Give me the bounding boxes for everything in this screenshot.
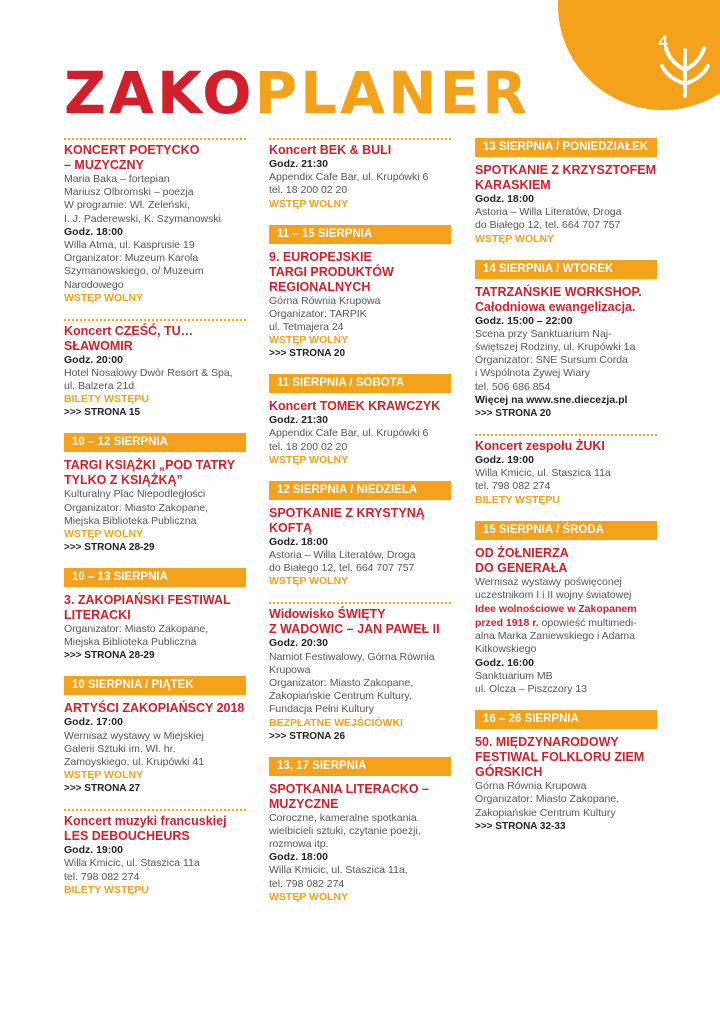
event-place: Appendix Cafe Bar, ul. Krupówki 6 tel. 18 200 02 20 bbox=[269, 427, 429, 453]
event-entry: WSTĘP WOLNY bbox=[64, 528, 144, 541]
event-title: Koncert TOMEK KRAWCZYK bbox=[269, 399, 441, 414]
event-entry: WSTĘP WOLNY bbox=[475, 232, 555, 245]
event-place: Górna Równia Krupowa Organizator: TARPIK ul. Tetmajera 24 bbox=[269, 294, 381, 334]
page-number: 4 bbox=[658, 32, 668, 51]
event-title: SPOTKANIE Z KRYSTYNĄ KOFTĄ bbox=[269, 505, 425, 535]
event-entry: WSTĘP WOLNY bbox=[269, 575, 349, 588]
event-entry: WSTĘP WOLNY bbox=[64, 769, 144, 782]
event-time: Godz. 15:00 – 22:00 bbox=[475, 314, 573, 327]
event-targi-produktow bbox=[269, 250, 451, 361]
date-header: 11 SIERPNIA / SOBOTA bbox=[269, 374, 451, 393]
event-place: Willa Atma, ul. Kasprusie 19 Organizator: Muzeum Karola Szymanowskiego, o/ Muzeum Narodowego bbox=[64, 239, 204, 291]
date-header: 10 SIERPNIA / PIĄTEK bbox=[64, 676, 246, 695]
date-header: 16 – 26 SIERPNIA bbox=[475, 710, 657, 729]
event-description-part: opowieść multimedi- bbox=[538, 617, 637, 630]
event-place: Namiot Festiwalowy, Górna Równia Krupowa Organizator: Miasto Zakopane, Zakopiańskie Centrum Kultury, Fundacja Pełni Kultury bbox=[269, 650, 435, 716]
event-highlight: Idee wolnościowe w Zakopanem bbox=[475, 603, 637, 616]
event-time: Godz. 17:00 bbox=[64, 716, 123, 729]
event-bek-buli bbox=[269, 143, 451, 211]
event-entry: WSTĘP WOLNY bbox=[269, 334, 349, 347]
event-place: Sanktuarium MB ul. Olcza – Piszczory 13 bbox=[475, 669, 588, 696]
event-od-zolnierza bbox=[475, 546, 657, 697]
event-title: Koncert muzyki francuskiej LES DEBOUCHEURS bbox=[64, 814, 227, 844]
event-place: Willa Kmicic, ul. Staszica 11a tel. 798 082 274 bbox=[64, 857, 200, 883]
date-header: 11 – 15 SIERPNIA bbox=[269, 225, 451, 244]
page-link[interactable]: >>> STRONA 28-29 bbox=[64, 650, 155, 662]
event-entry: BEZPŁATNE WEJŚCIÓWKI bbox=[269, 716, 403, 729]
event-title: Koncert zespołu ŻUKI bbox=[475, 439, 605, 454]
event-time: Godz. 18:00 bbox=[269, 851, 328, 864]
event-description-cont: alna Marka Zaniewskiego i Adama Kitkowskiego bbox=[475, 630, 635, 656]
column-2 bbox=[269, 138, 451, 918]
event-time: Godz. 16:00 bbox=[475, 656, 534, 669]
date-header: 12 SIERPNIA / NIEDZIELA bbox=[269, 481, 451, 500]
event-place: Willa Kmicic, ul. Staszica 11a, tel. 798 082 274 bbox=[269, 864, 408, 890]
event-place: Kulturalny Plac Niepodległości Organizator: Miasto Zakopane, Miejska Biblioteka Publiczna bbox=[64, 488, 209, 527]
event-title: Widowisko ŚWIĘTY Z WADOWIC – JAN PAWEŁ II bbox=[269, 607, 440, 637]
dotted-divider bbox=[269, 602, 451, 604]
event-time: Godz. 21:30 bbox=[269, 158, 328, 170]
event-highlight: przed 1918 r. bbox=[475, 617, 539, 630]
event-spotkania-literacko bbox=[269, 782, 451, 904]
event-time: Godz. 20:30 bbox=[269, 637, 328, 650]
event-time: Godz. 20:00 bbox=[64, 353, 123, 366]
dotted-divider bbox=[269, 138, 451, 140]
event-time: Godz. 18:00 bbox=[64, 225, 123, 238]
date-header: 13 SIERPNIA / PONIEDZIAŁEK bbox=[475, 138, 657, 157]
event-title: Koncert CZEŚĆ, TU… SŁAWOMIR bbox=[64, 323, 194, 353]
event-title: 50. MIĘDZYNARODOWY FESTIWAL FOLKLORU ZIEM GÓRSKICH bbox=[475, 735, 645, 780]
page-link[interactable]: >>> STRONA 32-33 bbox=[475, 820, 566, 832]
event-place: Organizator: Miasto Zakopane, Miejska Biblioteka Publiczna bbox=[64, 623, 209, 649]
event-place: Wernisaż wystawy w Miejskiej Galerii Sztuki im. Wł. hr. Zamoyskiego, ul. Krupówki 41 bbox=[64, 729, 205, 769]
event-title: SPOTKANIA LITERACKO – MUZYCZNE bbox=[269, 781, 429, 811]
event-place: Astoria – Willa Literatów, Droga do Białego 12, tel. 664 707 757 bbox=[475, 206, 622, 232]
event-targi-ksiazki bbox=[64, 458, 246, 554]
event-entry: WSTĘP WOLNY bbox=[269, 453, 349, 466]
event-website[interactable]: Więcej na www.sne.diecezja.pl bbox=[475, 393, 628, 406]
event-title: TARGI KSIĄŻKI „POD TATRY TYLKO Z KSIĄŻKĄ” bbox=[64, 458, 236, 488]
event-description: Wernisaż wystawy poświęconej uczestnikom I i II wojny światowej bbox=[475, 575, 632, 601]
page-link[interactable]: >>> STRONA 26 bbox=[269, 730, 346, 742]
dotted-divider bbox=[64, 809, 246, 811]
event-place: Appendix Cafe Bar, ul. Krupówki 6 tel. 18 200 02 20 bbox=[269, 171, 429, 197]
event-artysci-zakopianscy bbox=[64, 701, 246, 795]
logo-part-zako: ZAKO bbox=[64, 59, 255, 127]
event-place: Hotel Nosalowy Dwór Resort & Spa, ul. Balzera 21d bbox=[64, 367, 233, 393]
page-link[interactable]: >>> STRONA 20 bbox=[475, 408, 552, 420]
logo-part-planer: PLANER bbox=[254, 59, 530, 127]
column-1 bbox=[64, 138, 246, 911]
event-description: Maria Baka – fortepian Mariusz Olbromski – poezja W programie: Wł. Zeleński, I. J. Paderewski, K. Szymanowski bbox=[64, 173, 221, 225]
page-link[interactable]: >>> STRONA 28-29 bbox=[64, 542, 155, 554]
event-les-deboucheurs bbox=[64, 814, 246, 897]
date-header: 10 – 13 SIERPNIA bbox=[64, 568, 246, 587]
dotted-divider bbox=[475, 434, 657, 436]
event-description: Coroczne, kameralne spotkania wielbicieli sztuki, czytanie poezji, rozmowa itp. bbox=[269, 811, 421, 851]
event-koncert-poetycko bbox=[64, 143, 246, 305]
page-link[interactable]: >>> STRONA 27 bbox=[64, 783, 141, 795]
event-festiwal-literacki bbox=[64, 593, 246, 662]
date-header: 15 SIERPNIA / ŚRODA bbox=[475, 521, 657, 540]
event-title: ARTYŚCI ZAKOPIAŃSCY 2018 bbox=[64, 701, 245, 716]
event-tomek-krawczyk bbox=[269, 399, 451, 467]
event-swiety-z-wadowic bbox=[269, 607, 451, 742]
column-3 bbox=[475, 138, 657, 847]
event-title: 3. ZAKOPIAŃSKI FESTIWAL LITERACKI bbox=[64, 593, 231, 623]
event-place: Astoria – Willa Literatów, Droga do Białego 12, tel. 664 707 757 bbox=[269, 549, 416, 575]
event-tatrzanskie-workshop bbox=[475, 285, 657, 420]
event-krzysztof-karasek bbox=[475, 163, 657, 246]
event-title: OD ŻOŁNIERZA DO GENERAŁA bbox=[475, 545, 569, 575]
event-koncert-zuki bbox=[475, 439, 657, 507]
event-time: Godz. 21:30 bbox=[269, 414, 328, 427]
event-time: Godz. 19:00 bbox=[64, 844, 123, 857]
event-festiwal-folkloru bbox=[475, 735, 657, 833]
event-place: Górna Równia Krupowa Organizator: Miasto Zakopane, Zakopiańskie Centrum Kultury bbox=[475, 780, 620, 819]
dotted-divider bbox=[64, 319, 246, 321]
page-link[interactable]: >>> STRONA 15 bbox=[64, 407, 141, 419]
event-time: Godz. 18:00 bbox=[269, 535, 328, 548]
date-header: 10 – 12 SIERPNIA bbox=[64, 433, 246, 452]
event-place: Willa Kmicic, ul. Staszica 11a tel. 798 082 274 bbox=[475, 467, 611, 493]
event-entry: WSTĘP WOLNY bbox=[269, 890, 349, 903]
event-title: Koncert BEK & BULI bbox=[269, 143, 392, 157]
wheat-icon bbox=[656, 40, 714, 98]
date-header: 13, 17 SIERPNIA bbox=[269, 757, 451, 776]
event-entry: WSTĘP WOLNY bbox=[269, 197, 349, 210]
zakoplaner-logo bbox=[64, 59, 530, 127]
event-entry: BILETY WSTĘPU bbox=[64, 393, 149, 406]
event-title: 9. EUROPEJSKIE TARGI PRODUKTÓW REGIONALNYCH bbox=[269, 249, 394, 294]
event-koncert-slawomir bbox=[64, 324, 246, 420]
event-title: SPOTKANIE Z KRZYSZTOFEM KARASKIEM bbox=[475, 163, 657, 192]
event-entry: BILETY WSTĘPU bbox=[64, 883, 149, 896]
event-place: Scena przy Sanktuarium Naj- świętszej Rodziny, ul. Krupówki 1a Organizator: SNE Sursum Corda i Wspólnota Żywej Wiary tel. 506 686 854 bbox=[475, 327, 636, 393]
page-link[interactable]: >>> STRONA 20 bbox=[269, 348, 346, 360]
event-krystyna-kofta bbox=[269, 506, 451, 589]
event-entry: WSTĘP WOLNY bbox=[64, 291, 144, 304]
dotted-divider bbox=[64, 138, 246, 140]
date-header: 14 SIERPNIA / WTOREK bbox=[475, 260, 657, 279]
event-title: TATRZAŃSKIE WORKSHOP. Całodniowa ewangelizacja. bbox=[475, 284, 642, 314]
event-time: Godz. 19:00 bbox=[475, 454, 534, 467]
event-time: Godz. 18:00 bbox=[475, 193, 534, 205]
event-description-line bbox=[475, 616, 657, 630]
event-entry: BILETY WSTĘPU bbox=[475, 493, 560, 506]
event-title: KONCERT POETYCKO – MUZYCZNY bbox=[64, 143, 200, 172]
